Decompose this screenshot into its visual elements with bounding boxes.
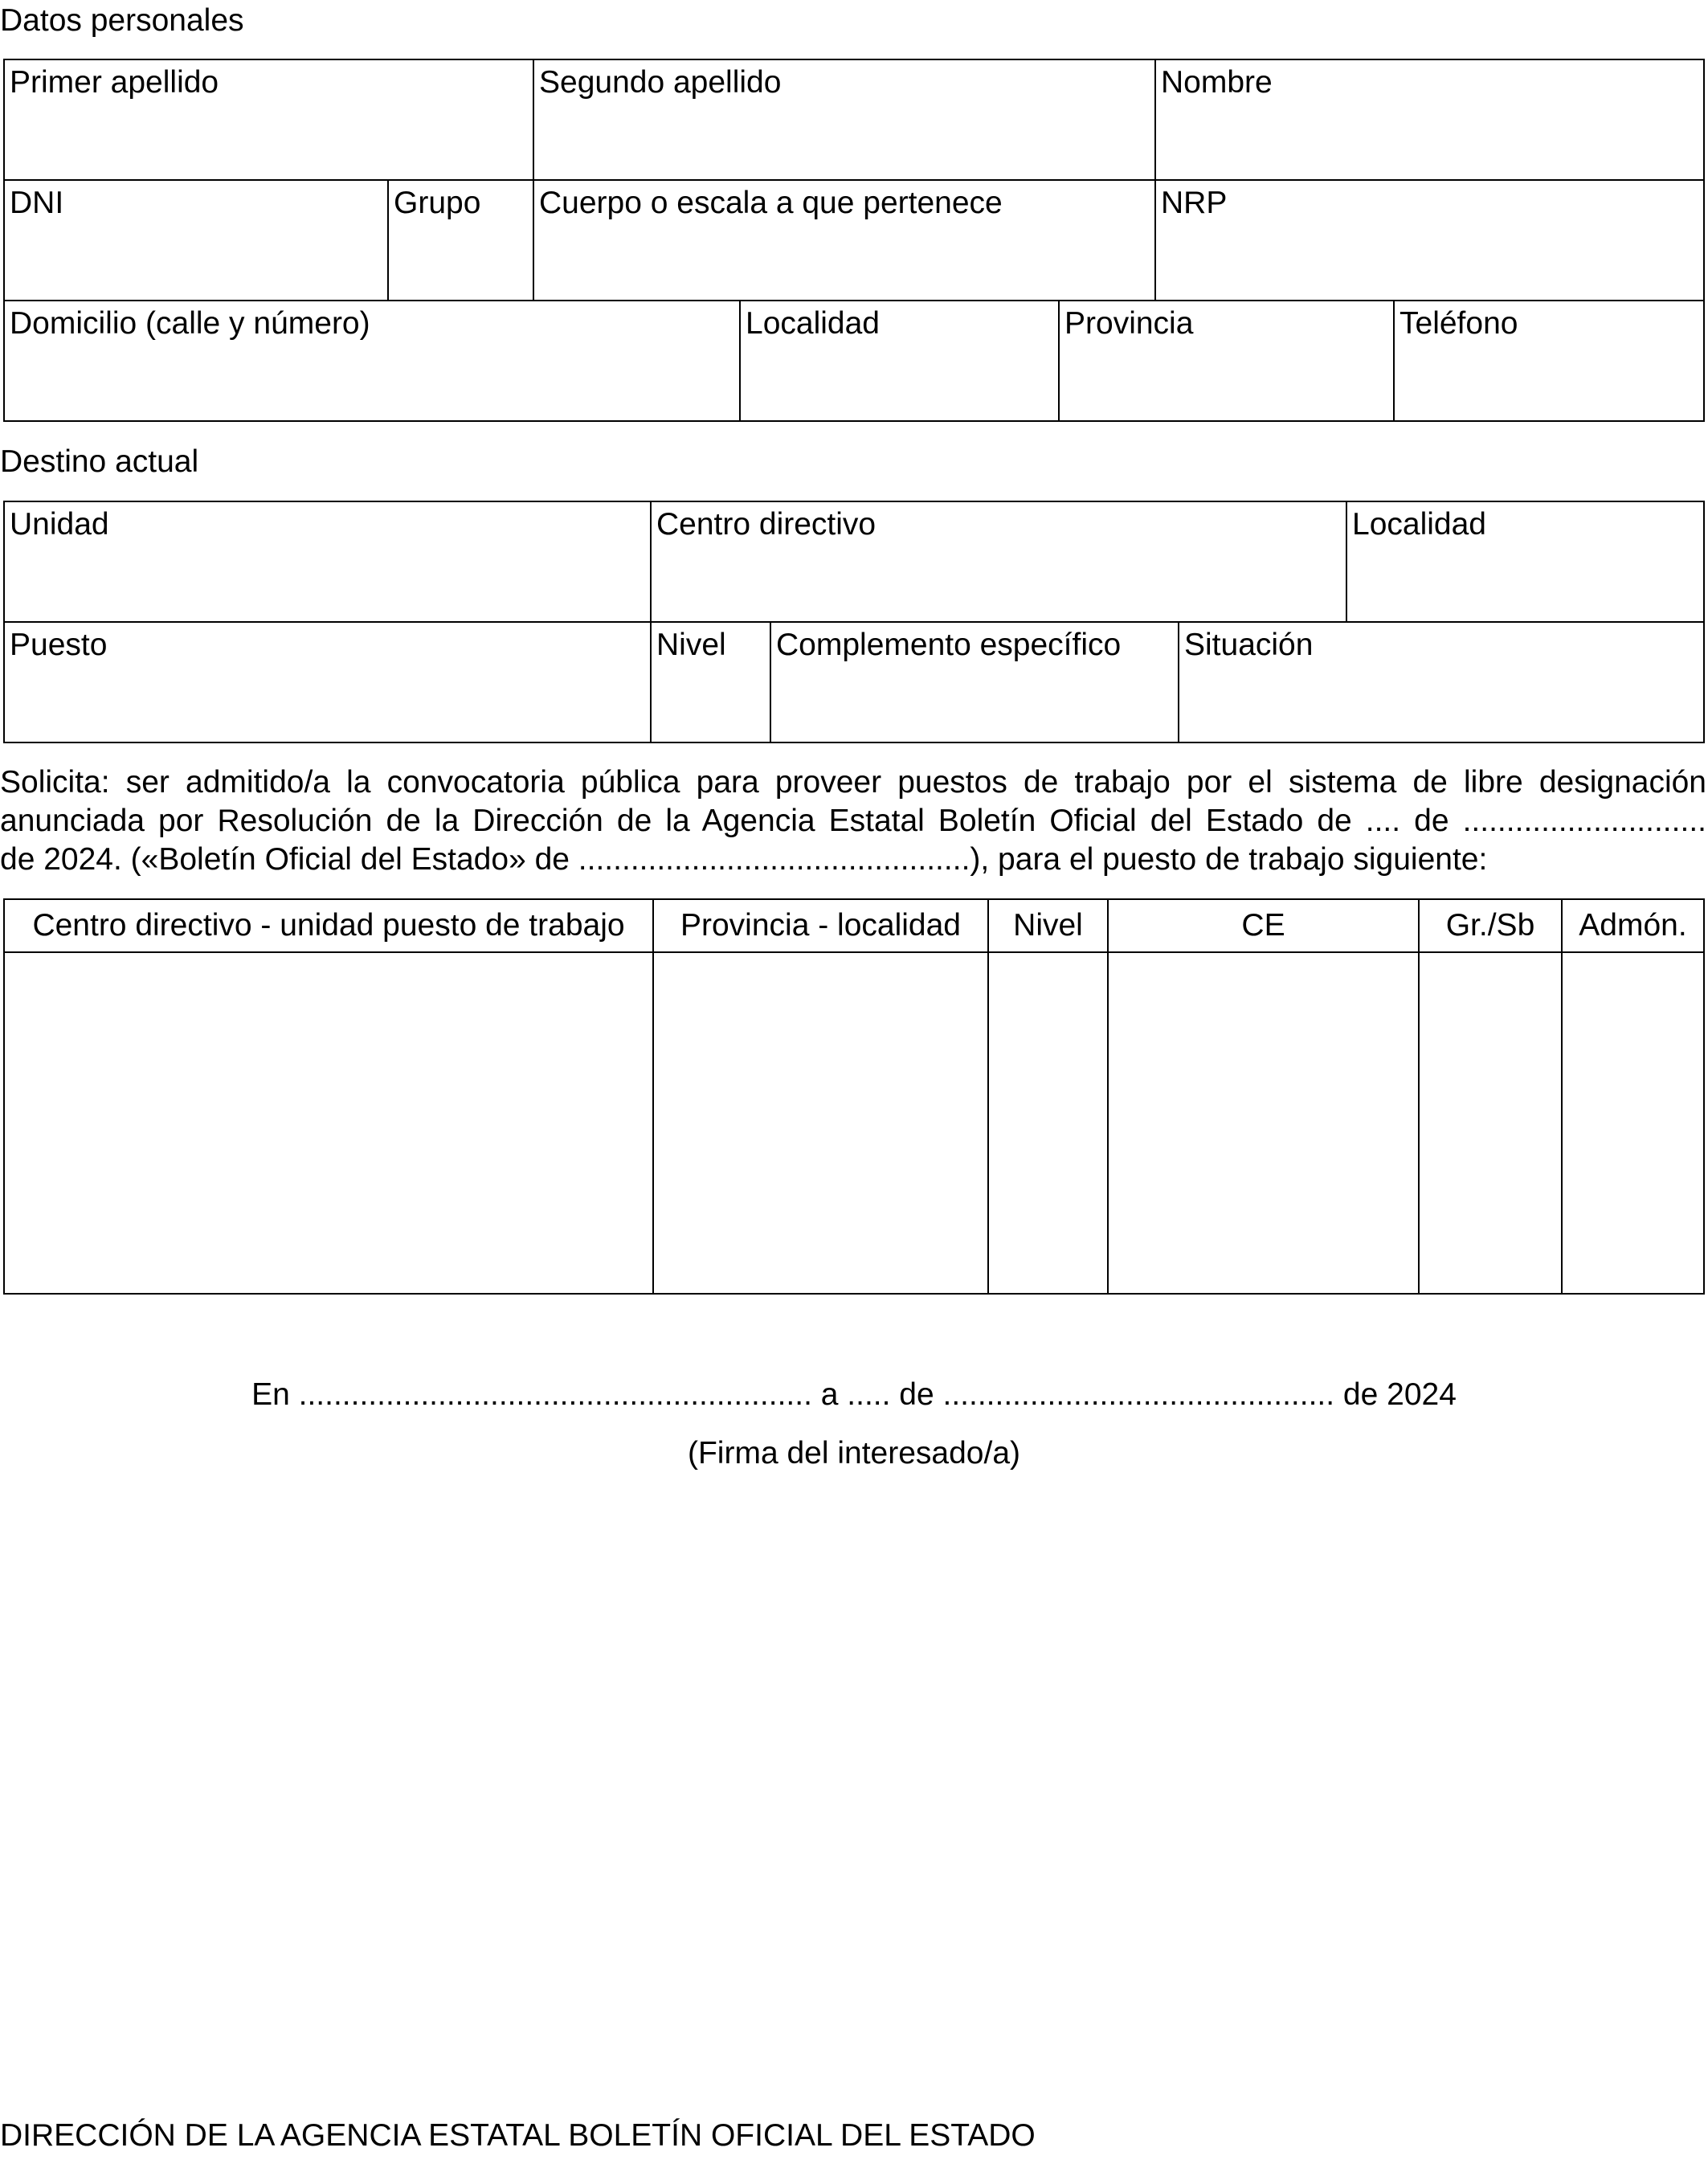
field-label: Situación (1184, 628, 1314, 662)
field-cuerpo-escala[interactable] (534, 181, 1156, 301)
field-label: NRP (1161, 186, 1228, 220)
field-label: Grupo (394, 186, 481, 220)
field-label: Cuerpo o escala a que pertenece (539, 186, 1003, 220)
field-segundo-apellido[interactable] (534, 60, 1156, 181)
field-grupo[interactable] (389, 181, 534, 301)
table-cell-nivel[interactable] (989, 953, 1109, 1293)
field-nivel[interactable] (652, 623, 771, 742)
field-domicilio[interactable] (5, 301, 741, 420)
solicita-line-3: de 2024. («Boletín Oficial del Estado» de .............................................), para el puesto de trabajo siguiente: (0, 842, 1488, 877)
field-nrp[interactable] (1156, 181, 1703, 301)
field-unidad[interactable] (5, 502, 652, 623)
field-localidad[interactable] (741, 301, 1060, 420)
field-label: Puesto (10, 628, 108, 662)
field-label: Primer apellido (10, 65, 219, 100)
field-puesto[interactable] (5, 623, 652, 742)
field-label: Teléfono (1399, 306, 1518, 341)
field-situacion[interactable] (1179, 623, 1703, 742)
field-label: Localidad (746, 306, 880, 341)
signature-date-line: En ........................................................... a ..... de ............................................. de 2024 (251, 1377, 1457, 1412)
field-localidad-destino[interactable] (1347, 502, 1703, 623)
field-label: Unidad (10, 507, 109, 542)
field-label: Complemento específico (776, 628, 1122, 662)
destino-actual-table (3, 501, 1705, 743)
solicita-line-2: anunciada por Resolución de la Dirección de la Agencia Estatal Boletín Oficial del Estado de .... de ............................ (0, 804, 1706, 838)
field-label: Nombre (1161, 65, 1273, 100)
field-label: Centro directivo (656, 507, 876, 542)
table-header-ce: CE (1109, 900, 1420, 953)
table-header-centro-directivo: Centro directivo - unidad puesto de trabajo (5, 900, 654, 953)
field-complemento-especifico[interactable] (771, 623, 1179, 742)
footer-addressee: DIRECCIÓN DE LA AGENCIA ESTATAL BOLETÍN OFICIAL DEL ESTADO (0, 2118, 1036, 2153)
field-centro-directivo[interactable] (652, 502, 1347, 623)
table-header-gr-sb: Gr./Sb (1420, 900, 1563, 953)
puestos-table (3, 898, 1705, 1295)
table-header-admon: Admón. (1563, 900, 1703, 953)
section-title-datos-personales: Datos personales (0, 3, 244, 38)
field-label: Segundo apellido (539, 65, 782, 100)
field-nombre[interactable] (1156, 60, 1703, 181)
table-cell-centro-directivo[interactable] (5, 953, 654, 1293)
solicita-paragraph (0, 763, 1706, 879)
field-telefono[interactable] (1395, 301, 1703, 420)
table-cell-gr-sb[interactable] (1420, 953, 1563, 1293)
field-label: DNI (10, 186, 64, 220)
field-label: Domicilio (calle y número) (10, 306, 370, 341)
field-provincia[interactable] (1060, 301, 1395, 420)
signature-label: (Firma del interesado/a) (688, 1436, 1020, 1471)
solicita-line-1: Solicita: ser admitido/a la convocatoria pública para proveer puestos de trabajo por el sistema de libre designación (0, 765, 1706, 800)
table-header-nivel: Nivel (989, 900, 1109, 953)
section-title-destino-actual: Destino actual (0, 444, 199, 479)
datos-personales-table (3, 59, 1705, 422)
table-cell-provincia-localidad[interactable] (654, 953, 989, 1293)
field-label: Nivel (656, 628, 726, 662)
table-cell-admon[interactable] (1563, 953, 1703, 1293)
field-label: Provincia (1064, 306, 1194, 341)
field-primer-apellido[interactable] (5, 60, 534, 181)
field-label: Localidad (1352, 507, 1486, 542)
table-header-provincia-localidad: Provincia - localidad (654, 900, 989, 953)
field-dni[interactable] (5, 181, 389, 301)
table-cell-ce[interactable] (1109, 953, 1420, 1293)
